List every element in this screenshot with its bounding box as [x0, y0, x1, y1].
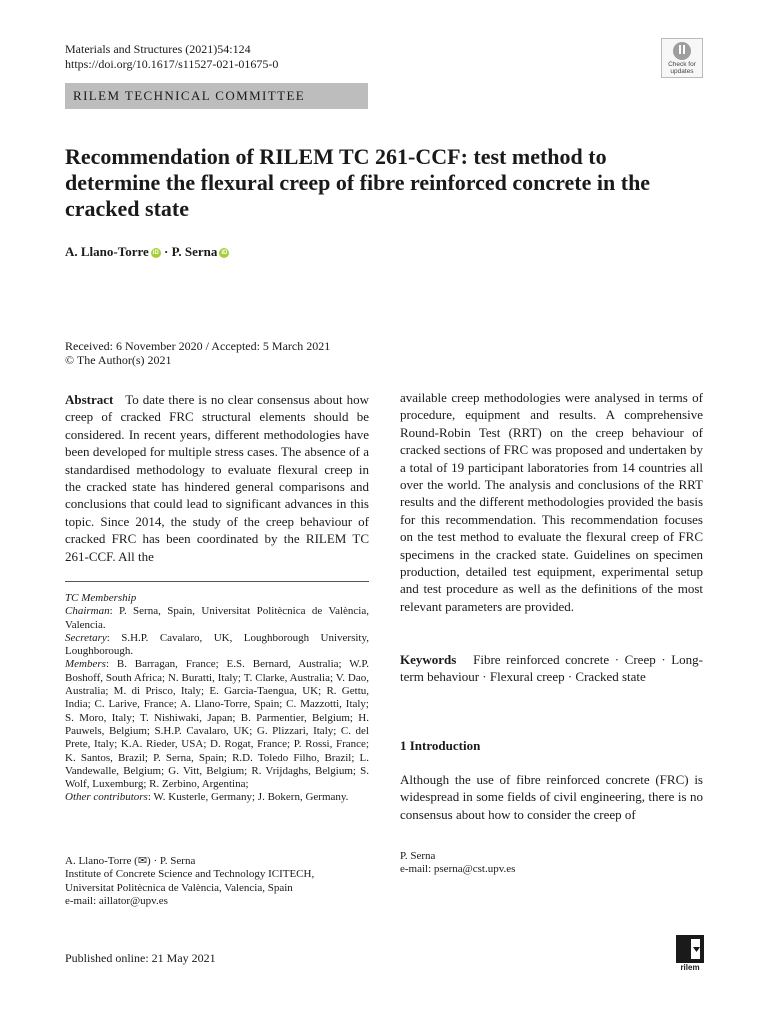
copyright-notice: © The Author(s) 2021	[65, 353, 172, 367]
affiliation-university: Universitat Politècnica de València, Valencia, Spain	[65, 881, 293, 894]
keywords-heading: Keywords	[400, 652, 457, 667]
journal-citation: Materials and Structures (2021)54:124	[65, 42, 251, 56]
rilem-logo	[676, 935, 704, 971]
affiliation-right-email[interactable]: e-mail: pserna@cst.upv.es	[400, 863, 516, 876]
members-text: : B. Barragan, France; E.S. Bernard, Australia; W.P. Boshoff, South Africa; N. Buratti, Italy; T. Clarke, Australia; V. Dao, Australia; M. di Prisco, Italy; E. Garcia-Taengua, UK; R. Gettu, India; C. Larive, France; A. Llano-Torre, Spain; C. Mazzotti, Italy; S. Moro, Italy; T. Nishiwaki, Japan; B. Parmentier, Belgium; H. Pauwels, Belgium; S.H.P. Cavalaro, UK; G. Plizzari, Italy; C. del Prete, Italy; K.A. Rieder, USA; D. Rogat, France; P. Rossi, France; K. Santos, Brazil; P. Serna, Spain; R.D. Toledo Filho, Brazil; L. Vandewalle, Belgium; G. Vitt, Belgium; R. Vrijdaghs, Belgium; S. Wolf, Luxemburg; R. Zerbino, Argentina;	[65, 658, 369, 791]
abstract-text-left: To date there is no clear consensus about how creep of cracked FRC structural elements should be considered. In recent years, different methodologies have been developed for multiple stress cases. The absence of a standardised methodology to evaluate flexural creep in the cracked state has hindered general comparisons and conclusions that could lead to significant advances in this topic. Since 2014, the study of the creep behaviour of cracked FRC has been coordinated by the RILEM TC 261-CCF. All the	[65, 392, 369, 564]
other-contributors-text: : W. Kusterle, Germany; J. Bokern, Germany.	[147, 791, 349, 804]
introduction-heading: 1 Introduction	[400, 738, 481, 753]
other-contributors-label: Other contributors	[65, 791, 148, 804]
affiliation-email[interactable]: e-mail: aillator@upv.es	[65, 894, 168, 907]
secretary-text: : S.H.P. Cavalaro, UK, Loughborough University, Loughborough.	[65, 631, 369, 658]
affiliation-left	[65, 855, 369, 908]
badge-line1: Check for	[668, 61, 696, 68]
section-banner: RILEM TECHNICAL COMMITTEE	[65, 83, 368, 109]
paper-title: Recommendation of RILEM TC 261-CCF: test method to determine the flexural creep of fibre reinforced concrete in the cracked state	[65, 144, 651, 221]
affiliation-institute: Institute of Concrete Science and Technology ICITECH,	[65, 868, 315, 881]
author-list	[65, 244, 229, 260]
keywords-text: Fibre reinforced concrete · Creep · Long-term behaviour · Flexural creep · Cracked state	[400, 652, 704, 685]
members-label: Members	[65, 658, 106, 671]
published-date: Published online: 21 May 2021	[65, 951, 216, 965]
abstract-left	[65, 391, 369, 565]
affiliation-right	[400, 850, 703, 877]
chairman-label: Chairman	[65, 605, 110, 618]
author-separator: ·	[160, 244, 172, 259]
footnote-divider	[65, 581, 369, 582]
received-accepted-dates: Received: 6 November 2020 / Accepted: 5 March 2021	[65, 339, 331, 353]
author-name[interactable]: P. Serna	[171, 244, 218, 259]
chairman-text: : P. Serna, Spain, Universitat Politècnica de València, Valencia.	[65, 605, 369, 631]
affiliation-right-name: P. Serna	[400, 850, 436, 862]
secretary-label: Secretary	[65, 631, 107, 644]
orcid-icon[interactable]: iD	[221, 250, 228, 257]
abstract-right: available creep methodologies were analysed in terms of procedure, equipment and results. A comprehensive Round-Robin Test (RRT) on the creep behaviour of cracked sections of FRC was proposed and undertaken by a total of 19 participant laboratories from 14 countries all over the world. The analysis and conclusions of the RRT results and the different methodologies provided the basis for this recommendation. This recommendation focuses on the test method to evaluate the flexural creep of FRC specimens in the cracked state. Guidelines on specimen production, detailed test equipment, experimental setup and test procedure as well as the definitions of the most relevant parameters are provided.	[400, 390, 703, 614]
svg-text:rilem: rilem	[680, 963, 700, 971]
keywords-block	[400, 651, 703, 686]
doi-link[interactable]: https://doi.org/10.1617/s11527-021-01675-0	[65, 57, 279, 71]
tc-membership	[65, 592, 369, 805]
affiliation-authors: A. Llano-Torre (✉) · P. Serna	[65, 855, 196, 867]
membership-heading: TC Membership	[65, 592, 137, 604]
introduction-text: Although the use of fibre reinforced concrete (FRC) is widespread in some fields of civil engineering, there is no consensus about how to consider the creep of	[400, 772, 703, 822]
abstract-heading: Abstract	[65, 392, 114, 407]
author-name[interactable]: A. Llano-Torre	[65, 244, 149, 259]
check-for-updates-badge[interactable]	[661, 38, 703, 78]
badge-line2: updates	[670, 68, 694, 75]
check-updates-icon	[673, 42, 691, 60]
orcid-icon[interactable]: iD	[152, 250, 159, 257]
